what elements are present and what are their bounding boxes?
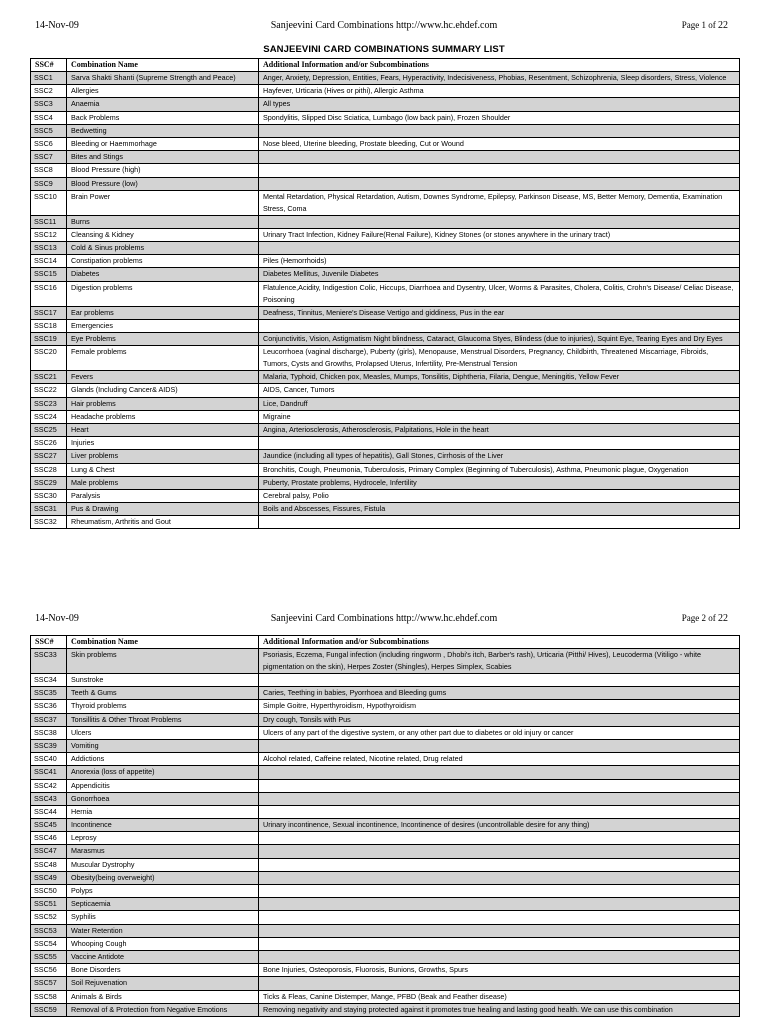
cell-additional-info: Ulcers of any part of the digestive system, or any other part due to diabetes or old injury or cancer [259,726,740,739]
cell-code: SSC56 [31,964,67,977]
cell-code: SSC58 [31,990,67,1003]
cell-code: SSC55 [31,950,67,963]
cell-code: SSC6 [31,137,67,150]
cell-additional-info: All types [259,98,740,111]
cell-combination-name: Polyps [67,885,259,898]
column-header-code: SSC# [31,59,67,72]
cell-additional-info [259,739,740,752]
cell-combination-name: Bone Disorders [67,964,259,977]
cell-code: SSC38 [31,726,67,739]
cell-combination-name: Emergencies [67,319,259,332]
cell-combination-name: Pus & Drawing [67,503,259,516]
cell-additional-info [259,977,740,990]
cell-code: SSC34 [31,674,67,687]
cell-combination-name: Blood Pressure (low) [67,177,259,190]
cell-code: SSC29 [31,476,67,489]
table-row [31,1003,740,1016]
header-page-number: Page 2 of 22 [681,613,728,624]
table-row [31,845,740,858]
cell-additional-info [259,898,740,911]
cell-combination-name: Hernia [67,805,259,818]
header-title: Sanjeevini Card Combinations http://www.hc.ehdef.com [270,20,498,31]
table-row [31,779,740,792]
table-row [31,700,740,713]
table-row [31,450,740,463]
cell-code: SSC2 [31,85,67,98]
cell-combination-name: Thyroid problems [67,700,259,713]
cell-code: SSC42 [31,779,67,792]
table-row [31,423,740,436]
cell-additional-info [259,911,740,924]
cell-additional-info: Caries, Teething in babies, Pyorrhoea and Bleeding gums [259,687,740,700]
table-row [31,937,740,950]
cell-combination-name: Sarva Shakti Shanti (Supreme Strength and Peace) [67,72,259,85]
table-row [31,977,740,990]
cell-combination-name: Lung & Chest [67,463,259,476]
table-row [31,964,740,977]
cell-code: SSC53 [31,924,67,937]
cell-code: SSC43 [31,792,67,805]
cell-code: SSC30 [31,489,67,502]
cell-additional-info [259,885,740,898]
cell-additional-info [259,766,740,779]
cell-additional-info [259,950,740,963]
cell-combination-name: Glands (Including Cancer& AIDS) [67,384,259,397]
cell-combination-name: Animals & Birds [67,990,259,1003]
column-header-info: Additional Information and/or Subcombinations [259,59,740,72]
cell-combination-name: Skin problems [67,649,259,674]
cell-additional-info: Bone Injuries, Osteoporosis, Fluorosis, Bunions, Growths, Spurs [259,964,740,977]
cell-code: SSC40 [31,753,67,766]
cell-combination-name: Hair problems [67,397,259,410]
cell-combination-name: Cleansing & Kidney [67,228,259,241]
table-row [31,489,740,502]
cell-additional-info: Boils and Abscesses, Fissures, Fistula [259,503,740,516]
table-row [31,674,740,687]
table-row [31,649,740,674]
cell-combination-name: Bedwetting [67,124,259,137]
table-row [31,898,740,911]
cell-code: SSC18 [31,319,67,332]
cell-additional-info: Hayfever, Urticaria (Hives or pithi), Allergic Asthma [259,85,740,98]
cell-additional-info: Bronchitis, Cough, Pneumonia, Tuberculosis, Primary Complex (Beginning of Tuberculosis), Asthma, Pneumonic plague, Oxygenation [259,463,740,476]
cell-additional-info: Conjunctivitis, Vision, Astigmatism Night blindness, Cataract, Glaucoma Styes, Blindess (due to injuries), Squint Eye, Tearing Eyes and Dry Eyes [259,333,740,346]
cell-code: SSC14 [31,255,67,268]
cell-combination-name: Constipation problems [67,255,259,268]
cell-additional-info: Deafness, Tinnitus, Meniere's Disease Vertigo and giddiness, Pus in the ear [259,306,740,319]
table-row [31,687,740,700]
cell-code: SSC46 [31,832,67,845]
cell-additional-info [259,674,740,687]
cell-additional-info [259,805,740,818]
cell-code: SSC24 [31,410,67,423]
cell-additional-info: Malaria, Typhoid, Chicken pox, Measles, Mumps, Tonsilitis, Diphtheria, Filaria, Dengue, Meningitis, Yellow Fever [259,371,740,384]
cell-code: SSC25 [31,423,67,436]
cell-combination-name: Diabetes [67,268,259,281]
cell-code: SSC21 [31,371,67,384]
cell-code: SSC28 [31,463,67,476]
cell-code: SSC59 [31,1003,67,1016]
cell-combination-name: Rheumatism, Arthritis and Gout [67,516,259,529]
cell-additional-info [259,516,740,529]
cell-combination-name: Vaccine Antidote [67,950,259,963]
cell-code: SSC16 [31,281,67,306]
combinations-table [30,635,740,1017]
table-row [31,911,740,924]
cell-code: SSC26 [31,437,67,450]
cell-combination-name: Paralysis [67,489,259,502]
cell-combination-name: Cold & Sinus problems [67,242,259,255]
cell-code: SSC20 [31,346,67,371]
cell-combination-name: Incontinence [67,819,259,832]
cell-combination-name: Obesity(being overweight) [67,871,259,884]
column-header-info: Additional Information and/or Subcombinations [259,636,740,649]
cell-code: SSC11 [31,215,67,228]
cell-combination-name: Vomiting [67,739,259,752]
cell-code: SSC13 [31,242,67,255]
table-row [31,476,740,489]
table-row [31,792,740,805]
cell-combination-name: Allergies [67,85,259,98]
cell-code: SSC36 [31,700,67,713]
page-header [0,613,768,627]
cell-additional-info: Lice, Dandruff [259,397,740,410]
cell-additional-info: Jaundice (including all types of hepatitis), Gall Stones, Cirrhosis of the Liver [259,450,740,463]
cell-code: SSC57 [31,977,67,990]
cell-code: SSC1 [31,72,67,85]
cell-additional-info: Puberty, Prostate problems, Hydrocele, Infertility [259,476,740,489]
table-row [31,503,740,516]
cell-code: SSC37 [31,713,67,726]
cell-additional-info: Alcohol related, Caffeine related, Nicotine related, Drug related [259,753,740,766]
cell-additional-info [259,845,740,858]
cell-combination-name: Liver problems [67,450,259,463]
cell-code: SSC19 [31,333,67,346]
cell-combination-name: Appendicitis [67,779,259,792]
cell-code: SSC17 [31,306,67,319]
column-header-name: Combination Name [67,59,259,72]
cell-additional-info: Dry cough, Tonsils with Pus [259,713,740,726]
cell-code: SSC23 [31,397,67,410]
cell-code: SSC15 [31,268,67,281]
table-row [31,726,740,739]
cell-combination-name: Anaemia [67,98,259,111]
table-row [31,885,740,898]
cell-additional-info: AIDS, Cancer, Tumors [259,384,740,397]
cell-combination-name: Syphilis [67,911,259,924]
cell-code: SSC45 [31,819,67,832]
cell-code: SSC35 [31,687,67,700]
cell-additional-info: Urinary Tract Infection, Kidney Failure(Renal Failure), Kidney Stones (or stones anywhere in the urinary tract) [259,228,740,241]
cell-additional-info: Psoriasis, Eczema, Fungal infection (including ringworm , Dhobi's itch, Barber's rash), Urticaria (Pitthi/ Hives), Leucoderma (Vitiligo - white pigmentation on the skin), Herpes Zoster (Shingles), Herpes Simplex, Scabies [259,649,740,674]
cell-additional-info: Ticks & Fleas, Canine Distemper, Mange, PFBD (Beak and Feather disease) [259,990,740,1003]
cell-combination-name: Eye Problems [67,333,259,346]
table-row [31,950,740,963]
cell-additional-info: Piles (Hemorrhoids) [259,255,740,268]
cell-additional-info [259,871,740,884]
cell-combination-name: Digestion problems [67,281,259,306]
table-header-row [31,636,740,649]
cell-code: SSC8 [31,164,67,177]
cell-additional-info: Removing negativity and staying protected against it promotes true healing and lasting good health. We can use this combination [259,1003,740,1016]
cell-additional-info: Nose bleed, Uterine bleeding, Prostate bleeding, Cut or Wound [259,137,740,150]
cell-additional-info [259,937,740,950]
table-row [31,739,740,752]
header-page-number: Page 1 of 22 [681,20,728,31]
cell-additional-info: Migraine [259,410,740,423]
cell-additional-info [259,437,740,450]
cell-code: SSC47 [31,845,67,858]
cell-additional-info: Spondylitis, Slipped Disc Sciatica, Lumbago (low back pain), Frozen Shoulder [259,111,740,124]
cell-additional-info [259,924,740,937]
cell-code: SSC50 [31,885,67,898]
cell-combination-name: Fevers [67,371,259,384]
header-date: 14-Nov-09 [35,20,79,31]
cell-combination-name: Bleeding or Haemmorhage [67,137,259,150]
cell-code: SSC32 [31,516,67,529]
table-row [31,463,740,476]
cell-combination-name: Leprosy [67,832,259,845]
cell-code: SSC51 [31,898,67,911]
cell-combination-name: Bites and Stings [67,151,259,164]
cell-code: SSC22 [31,384,67,397]
table-row [31,858,740,871]
table-row [31,437,740,450]
cell-additional-info: Leucorrhoea (vaginal discharge), Puberty (girls), Menopause, Menstrual Disorders, Pregnancy, Childbirth, Threatened Miscarriage, Fibroids, Tumors, Cysts and Growths, Prolapsed Uterus, Infertility, Pre-Menstrual Tension [259,346,740,371]
cell-combination-name: Headache problems [67,410,259,423]
cell-additional-info: Simple Goitre, Hyperthyroidism, Hypothyroidism [259,700,740,713]
cell-additional-info: Anger, Anxiety, Depression, Entities, Fears, Hyperactivity, Indecisiveness, Phobias, Resentment, Schizophrenia, Sleep disorders, Stress, Violence [259,72,740,85]
cell-combination-name: Ear problems [67,306,259,319]
cell-additional-info [259,832,740,845]
cell-additional-info: Urinary incontinence, Sexual incontinence, Incontinence of desires (uncontrollable desire for any thing) [259,819,740,832]
cell-additional-info [259,858,740,871]
header-title: Sanjeevini Card Combinations http://www.hc.ehdef.com [270,613,498,624]
table-row [31,990,740,1003]
header-date: 14-Nov-09 [35,613,79,624]
cell-combination-name: Whooping Cough [67,937,259,950]
cell-combination-name: Removal of & Protection from Negative Emotions [67,1003,259,1016]
cell-combination-name: Marasmus [67,845,259,858]
table-row [31,832,740,845]
cell-additional-info [259,779,740,792]
table-row [31,819,740,832]
table-row [31,713,740,726]
cell-code: SSC12 [31,228,67,241]
cell-code: SSC4 [31,111,67,124]
cell-combination-name: Muscular Dystrophy [67,858,259,871]
table-row [31,805,740,818]
cell-combination-name: Female problems [67,346,259,371]
cell-code: SSC48 [31,858,67,871]
cell-combination-name: Anorexia (loss of appetite) [67,766,259,779]
cell-code: SSC7 [31,151,67,164]
cell-code: SSC27 [31,450,67,463]
cell-code: SSC9 [31,177,67,190]
cell-additional-info: Mental Retardation, Physical Retardation, Autism, Downes Syndrome, Epilepsy, Parkinson Disease, MS, Better Memory, Dementia, Examination Stress, Coma [259,190,740,215]
cell-additional-info: Angina, Arteriosclerosis, Atherosclerosis, Palpitations, Hole in the heart [259,423,740,436]
cell-combination-name: Burns [67,215,259,228]
cell-additional-info [259,792,740,805]
cell-combination-name: Septicaemia [67,898,259,911]
column-header-name: Combination Name [67,636,259,649]
cell-combination-name: Brain Power [67,190,259,215]
cell-code: SSC49 [31,871,67,884]
cell-code: SSC41 [31,766,67,779]
column-header-code: SSC# [31,636,67,649]
cell-combination-name: Soil Rejuvenation [67,977,259,990]
table-row [31,766,740,779]
cell-combination-name: Sunstroke [67,674,259,687]
cell-code: SSC31 [31,503,67,516]
cell-combination-name: Tonsillitis & Other Throat Problems [67,713,259,726]
cell-combination-name: Water Retention [67,924,259,937]
cell-additional-info: Diabetes Mellitus, Juvenile Diabetes [259,268,740,281]
cell-additional-info: Flatulence,Acidity, Indigestion Colic, Hiccups, Diarrhoea and Dysentry, Ulcer, Worms & Parasites, Cholera, Colitis, Crohn's Disease/ Celiac Disease, Poisoning [259,281,740,306]
cell-combination-name: Male problems [67,476,259,489]
document-title: SANJEEVINI CARD COMBINATIONS SUMMARY LIST [263,44,505,55]
cell-combination-name: Heart [67,423,259,436]
table-row [31,753,740,766]
cell-combination-name: Back Problems [67,111,259,124]
cell-combination-name: Injuries [67,437,259,450]
cell-code: SSC10 [31,190,67,215]
table-row [31,871,740,884]
cell-code: SSC44 [31,805,67,818]
cell-code: SSC54 [31,937,67,950]
cell-combination-name: Ulcers [67,726,259,739]
cell-combination-name: Addictions [67,753,259,766]
cell-code: SSC39 [31,739,67,752]
cell-code: SSC33 [31,649,67,674]
cell-additional-info: Cerebral palsy, Polio [259,489,740,502]
cell-combination-name: Gonorrhoea [67,792,259,805]
cell-combination-name: Teeth & Gums [67,687,259,700]
cell-code: SSC5 [31,124,67,137]
cell-combination-name: Blood Pressure (high) [67,164,259,177]
table-row [31,516,740,529]
table-row [31,924,740,937]
cell-code: SSC52 [31,911,67,924]
cell-code: SSC3 [31,98,67,111]
